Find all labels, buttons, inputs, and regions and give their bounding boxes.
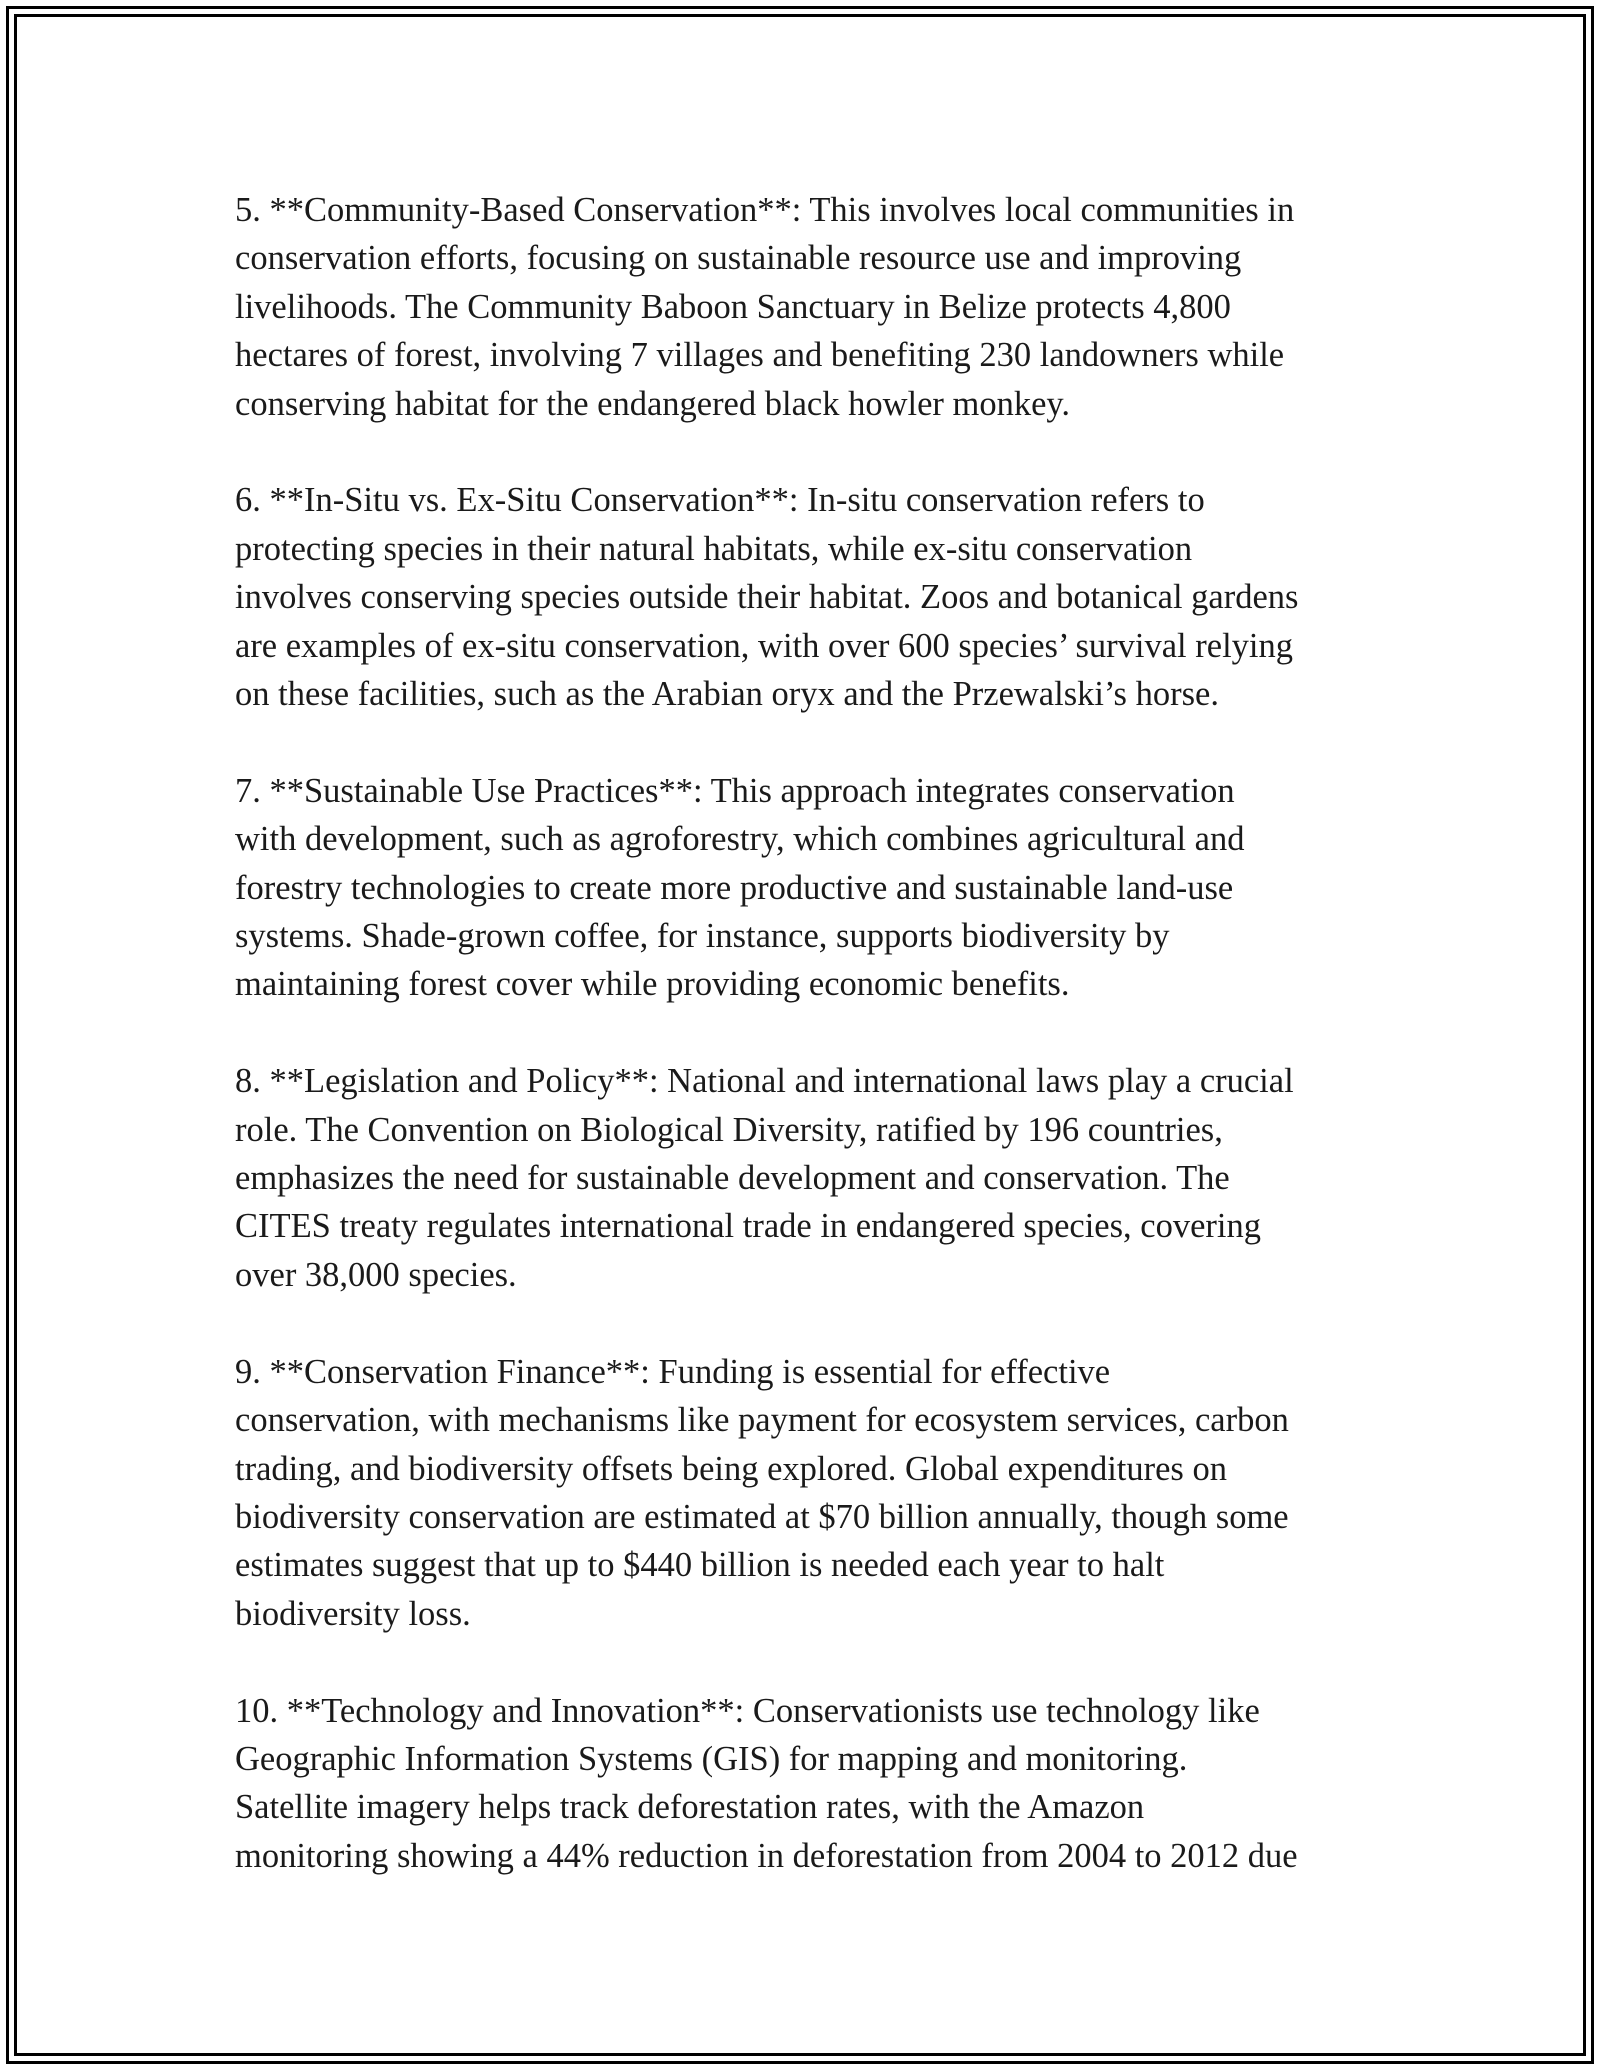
text-line: conservation efforts, focusing on sustainable resource use and improving xyxy=(235,239,1242,278)
paragraph-sustainable-use xyxy=(235,767,1375,1009)
text-line: 10. **Technology and Innovation**: Conservationists use technology like xyxy=(235,1691,1260,1730)
text-line: protecting species in their natural habitats, while ex-situ conservation xyxy=(235,529,1193,568)
text-line: systems. Shade-grown coffee, for instance, supports biodiversity by xyxy=(235,917,1170,956)
text-line: with development, such as agroforestry, which combines agricultural and xyxy=(235,820,1245,859)
text-line: CITES treaty regulates international trade in endangered species, covering xyxy=(235,1207,1261,1246)
document-body xyxy=(235,186,1375,1929)
paragraph-in-situ-ex-situ xyxy=(235,476,1375,718)
text-line: 8. **Legislation and Policy**: National and international laws play a crucial xyxy=(235,1062,1294,1101)
text-line: 5. **Community-Based Conservation**: This involves local communities in xyxy=(235,191,1295,229)
text-line: monitoring showing a 44% reduction in deforestation from 2004 to 2012 due xyxy=(235,1836,1298,1875)
text-line: emphasizes the need for sustainable development and conservation. The xyxy=(235,1159,1230,1198)
paragraph-community-based-conservation xyxy=(235,186,1375,428)
text-line: livelihoods. The Community Baboon Sanctuary in Belize protects 4,800 xyxy=(235,287,1231,326)
paragraph-conservation-finance xyxy=(235,1348,1375,1638)
text-line: Geographic Information Systems (GIS) for mapping and monitoring. xyxy=(235,1739,1188,1778)
paragraph-legislation-policy xyxy=(235,1057,1375,1299)
text-line: hectares of forest, involving 7 villages and benefiting 230 landowners while xyxy=(235,336,1285,375)
text-line: trading, and biodiversity offsets being explored. Global expenditures on xyxy=(235,1449,1227,1488)
text-line: conservation, with mechanisms like payment for ecosystem services, carbon xyxy=(235,1401,1289,1440)
text-line: involves conserving species outside their habitat. Zoos and botanical gardens xyxy=(235,578,1299,617)
text-line: over 38,000 species. xyxy=(235,1255,517,1294)
paragraph-technology-innovation xyxy=(235,1687,1375,1881)
text-line: 9. **Conservation Finance**: Funding is essential for effective xyxy=(235,1352,1111,1391)
text-line: role. The Convention on Biological Diversity, ratified by 196 countries, xyxy=(235,1110,1223,1149)
text-line: are examples of ex-situ conservation, with over 600 species’ survival relying xyxy=(235,626,1293,665)
text-line: biodiversity loss. xyxy=(235,1594,471,1633)
text-line: 7. **Sustainable Use Practices**: This approach integrates conservation xyxy=(235,771,1235,810)
text-line: estimates suggest that up to $440 billion is needed each year to halt xyxy=(235,1546,1165,1585)
text-line: conserving habitat for the endangered black howler monkey. xyxy=(235,384,1071,423)
text-line: 6. **In-Situ vs. Ex-Situ Conservation**: In-situ conservation refers to xyxy=(235,481,1205,520)
text-line: on these facilities, such as the Arabian oryx and the Przewalski’s horse. xyxy=(235,675,1219,714)
text-line: forestry technologies to create more productive and sustainable land-use xyxy=(235,868,1234,907)
text-line: maintaining forest cover while providing economic benefits. xyxy=(235,965,1070,1004)
text-line: Satellite imagery helps track deforestation rates, with the Amazon xyxy=(235,1788,1145,1827)
text-line: biodiversity conservation are estimated at $70 billion annually, though some xyxy=(235,1497,1289,1536)
